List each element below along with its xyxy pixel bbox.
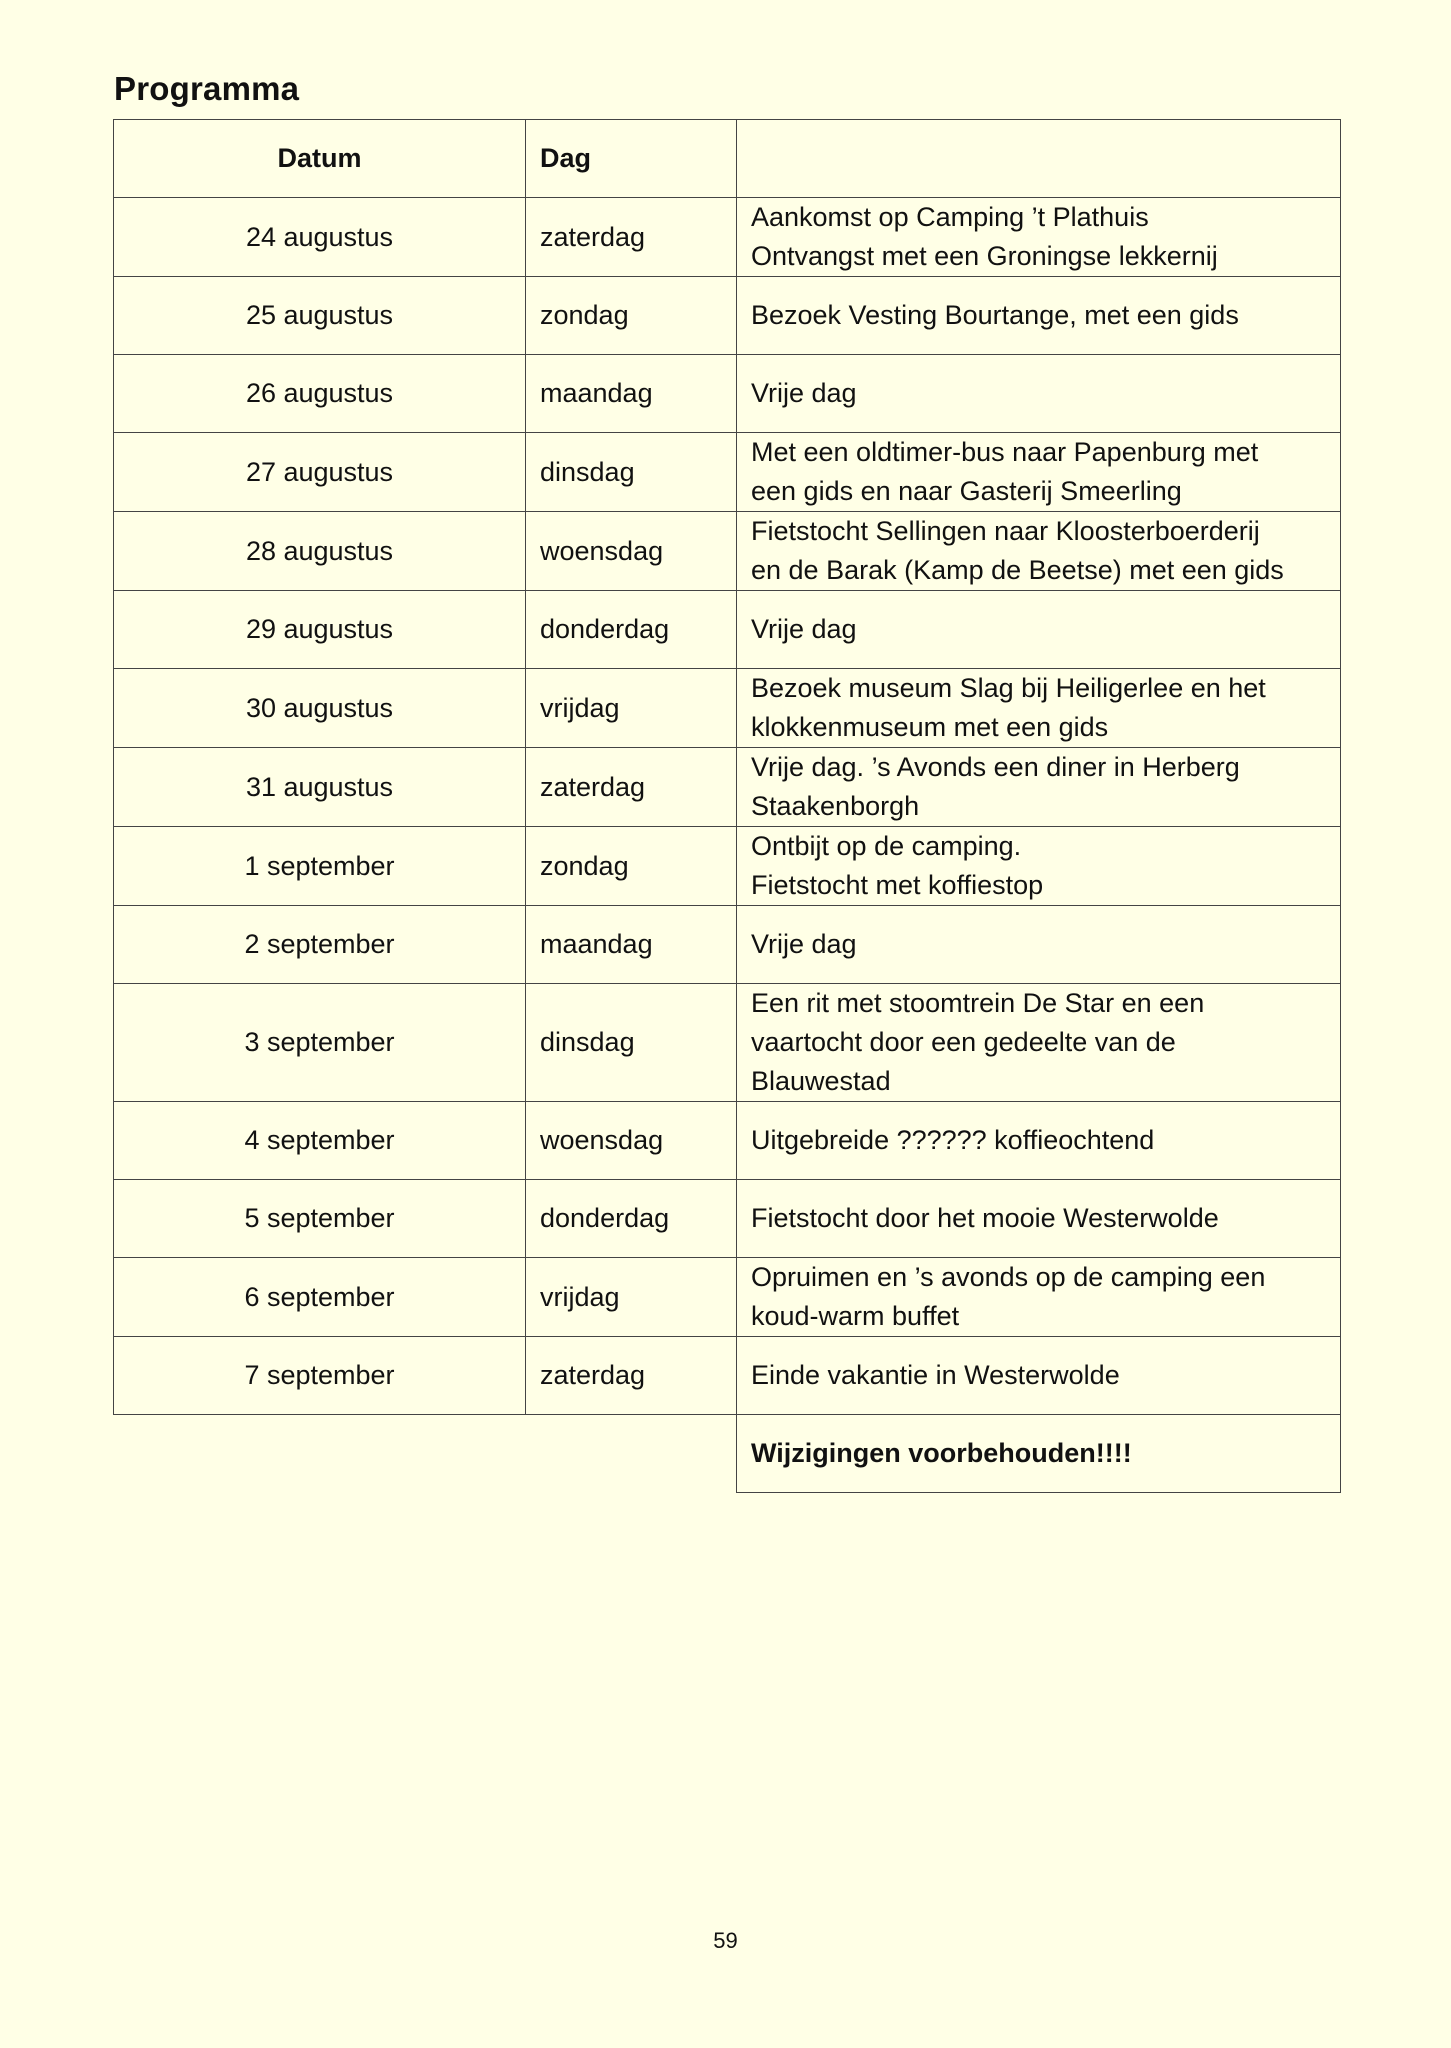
activiteit-line: Staakenborgh	[751, 791, 920, 821]
cell-datum: 5 september	[114, 1180, 526, 1258]
cell-dag: vrijdag	[526, 669, 737, 748]
table-row	[114, 1337, 1341, 1415]
cell-datum: 31 augustus	[114, 748, 526, 827]
table-row	[114, 512, 1341, 591]
cell-dag: maandag	[526, 355, 737, 433]
cell-datum: 28 augustus	[114, 512, 526, 591]
table-row	[114, 277, 1341, 355]
table-row	[114, 1102, 1341, 1180]
activiteit-line: Fietstocht met koffiestop	[751, 870, 1044, 900]
table-header-row	[114, 120, 1341, 198]
cell-activiteit	[737, 1102, 1341, 1180]
header-dag: Dag	[526, 120, 737, 198]
cell-datum: 3 september	[114, 984, 526, 1102]
table-row	[114, 355, 1341, 433]
cell-activiteit	[737, 1258, 1341, 1337]
activiteit-line: Vrije dag	[751, 378, 857, 408]
cell-dag: woensdag	[526, 512, 737, 591]
activiteit-line: Een rit met stoomtrein De Star en een	[751, 988, 1205, 1018]
cell-dag: donderdag	[526, 1180, 737, 1258]
cell-dag: donderdag	[526, 591, 737, 669]
cell-activiteit	[737, 669, 1341, 748]
activiteit-line: Blauwestad	[751, 1066, 891, 1096]
cell-datum: 6 september	[114, 1258, 526, 1337]
activiteit-line: Vrije dag. ’s Avonds een diner in Herberg	[751, 752, 1240, 782]
table-body	[114, 198, 1341, 1415]
cell-datum: 1 september	[114, 827, 526, 906]
activiteit-line: Uitgebreide ?????? koffieochtend	[751, 1125, 1155, 1155]
cell-dag: zondag	[526, 277, 737, 355]
activiteit-line: Vrije dag	[751, 929, 857, 959]
footnote-spacer	[526, 1415, 737, 1493]
table-row	[114, 748, 1341, 827]
activiteit-line: Fietstocht Sellingen naar Kloosterboerderij	[751, 516, 1260, 546]
activiteit-line: koud-warm buffet	[751, 1301, 960, 1331]
cell-activiteit	[737, 277, 1341, 355]
table-footnote-row	[114, 1415, 1341, 1493]
cell-datum: 29 augustus	[114, 591, 526, 669]
cell-datum: 4 september	[114, 1102, 526, 1180]
cell-dag: dinsdag	[526, 433, 737, 512]
activiteit-line: Opruimen en ’s avonds op de camping een	[751, 1262, 1266, 1292]
cell-activiteit	[737, 198, 1341, 277]
table-row	[114, 198, 1341, 277]
cell-dag: zaterdag	[526, 1337, 737, 1415]
cell-datum: 7 september	[114, 1337, 526, 1415]
table-row	[114, 433, 1341, 512]
cell-activiteit	[737, 984, 1341, 1102]
activiteit-line: Ontvangst met een Groningse lekkernij	[751, 241, 1218, 271]
cell-dag: dinsdag	[526, 984, 737, 1102]
activiteit-line: Fietstocht door het mooie Westerwolde	[751, 1203, 1219, 1233]
cell-activiteit	[737, 906, 1341, 984]
cell-activiteit	[737, 355, 1341, 433]
cell-dag: zaterdag	[526, 748, 737, 827]
table-row	[114, 827, 1341, 906]
table-row	[114, 1258, 1341, 1337]
cell-dag: zaterdag	[526, 198, 737, 277]
activiteit-line: klokkenmuseum met een gids	[751, 712, 1109, 742]
footnote-spacer	[114, 1415, 526, 1493]
cell-activiteit	[737, 1180, 1341, 1258]
activiteit-line: Vrije dag	[751, 614, 857, 644]
programma-table	[113, 119, 1341, 1493]
activiteit-line: vaartocht door een gedeelte van de	[751, 1027, 1176, 1057]
cell-dag: vrijdag	[526, 1258, 737, 1337]
activiteit-line: en de Barak (Kamp de Beetse) met een gids	[751, 555, 1284, 585]
cell-datum: 26 augustus	[114, 355, 526, 433]
table-row	[114, 1180, 1341, 1258]
cell-activiteit	[737, 512, 1341, 591]
cell-activiteit	[737, 1337, 1341, 1415]
footnote-cell: Wijzigingen voorbehouden!!!!	[737, 1415, 1341, 1493]
cell-datum: 27 augustus	[114, 433, 526, 512]
header-datum: Datum	[114, 120, 526, 198]
cell-dag: zondag	[526, 827, 737, 906]
cell-datum: 2 september	[114, 906, 526, 984]
cell-activiteit	[737, 827, 1341, 906]
header-activiteit	[737, 120, 1341, 198]
cell-datum: 30 augustus	[114, 669, 526, 748]
cell-datum: 25 augustus	[114, 277, 526, 355]
page-title: Programma	[114, 70, 300, 107]
activiteit-line: Met een oldtimer-bus naar Papenburg met	[751, 437, 1259, 467]
activiteit-line: Ontbijt op de camping.	[751, 831, 1022, 861]
page-number: 59	[713, 1928, 738, 1953]
activiteit-line: Aankomst op Camping ’t Plathuis	[751, 202, 1149, 232]
activiteit-line: Bezoek Vesting Bourtange, met een gids	[751, 300, 1239, 330]
activiteit-line: een gids en naar Gasterij Smeerling	[751, 476, 1182, 506]
cell-dag: maandag	[526, 906, 737, 984]
table-row	[114, 669, 1341, 748]
cell-dag: woensdag	[526, 1102, 737, 1180]
table-row	[114, 591, 1341, 669]
activiteit-line: Bezoek museum Slag bij Heiligerlee en het	[751, 673, 1266, 703]
cell-activiteit	[737, 748, 1341, 827]
cell-datum: 24 augustus	[114, 198, 526, 277]
table-row	[114, 984, 1341, 1102]
cell-activiteit	[737, 591, 1341, 669]
table-row	[114, 906, 1341, 984]
cell-activiteit	[737, 433, 1341, 512]
activiteit-line: Einde vakantie in Westerwolde	[751, 1360, 1120, 1390]
